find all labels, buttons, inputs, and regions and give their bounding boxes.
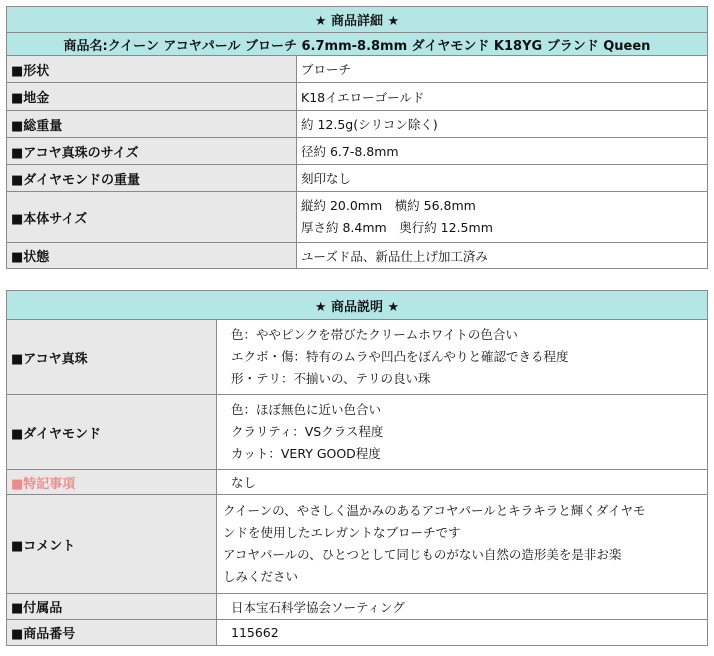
pearl-size-value: 径約 6.7-8.8mm — [297, 138, 708, 165]
special-notes-label: ■特記事項 — [7, 470, 217, 495]
product-description-table — [6, 290, 708, 646]
description-header: ★ 商品説明 ★ — [7, 291, 708, 320]
special-notes-value: なし — [217, 470, 708, 495]
diamond-weight-value: 刻印なし — [297, 165, 708, 192]
comment-line: ンドを使用したエレガントなブローチです — [223, 525, 461, 540]
accessory-label: ■付属品 — [7, 594, 217, 620]
comment-line: アコヤパールの、ひとつとして同じものがない自然の造形美を是非お楽 — [223, 547, 622, 562]
condition-value: ユーズド品、新品仕上げ加工済み — [297, 243, 708, 269]
comment-line: しみください — [223, 569, 299, 584]
item-number-label: ■商品番号 — [7, 620, 217, 646]
product-name: 商品名:クイーン アコヤパール ブローチ 6.7mm-8.8mm ダイヤモンド K18YG ブランド Queen — [7, 33, 708, 56]
item-number-value: 115662 — [217, 620, 708, 646]
weight-label: ■総重量 — [7, 111, 297, 138]
pearl-label: ■アコヤ真珠 — [7, 320, 217, 395]
weight-value: 約 12.5g(シリコン除く) — [297, 111, 708, 138]
details-header: ★ 商品詳細 ★ — [7, 7, 708, 33]
diamond-label: ■ダイヤモンド — [7, 395, 217, 470]
pearl-line: 形・テリ：不揃いの、テリの良い珠 — [231, 371, 431, 386]
comment-line: クイーンの、やさしく温かみのあるアコヤパールとキラキラと輝くダイヤモ — [223, 503, 646, 518]
product-details-table — [6, 6, 708, 269]
pearl-line: エクボ・傷：特有のムラや凹凸をぼんやりと確認できる程度 — [231, 349, 569, 364]
comment-label: ■コメント — [7, 495, 217, 594]
metal-value: K18イエローゴールド — [297, 83, 708, 111]
diamond-line: クラリティ：VSクラス程度 — [231, 424, 384, 439]
body-size-value — [297, 192, 708, 243]
comment-value — [217, 495, 708, 594]
diamond-line: 色：ほぼ無色に近い色合い — [231, 402, 382, 417]
shape-value: ブローチ — [297, 56, 708, 83]
diamond-value — [217, 395, 708, 470]
metal-label: ■地金 — [7, 83, 297, 111]
body-size-label: ■本体サイズ — [7, 192, 297, 243]
pearl-line: 色：ややピンクを帯びたクリームホワイトの色合い — [231, 327, 518, 342]
pearl-size-label: ■アコヤ真珠のサイズ — [7, 138, 297, 165]
diamond-weight-label: ■ダイヤモンドの重量 — [7, 165, 297, 192]
diamond-line: カット：VERY GOOD程度 — [231, 446, 381, 461]
body-size-line: 縦約 20.0mm 横約 56.8mm — [301, 198, 476, 213]
accessory-value: 日本宝石科学協会ソーティング — [217, 594, 708, 620]
body-size-line: 厚さ約 8.4mm 奥行約 12.5mm — [301, 220, 493, 235]
shape-label: ■形状 — [7, 56, 297, 83]
pearl-value — [217, 320, 708, 395]
condition-label: ■状態 — [7, 243, 297, 269]
